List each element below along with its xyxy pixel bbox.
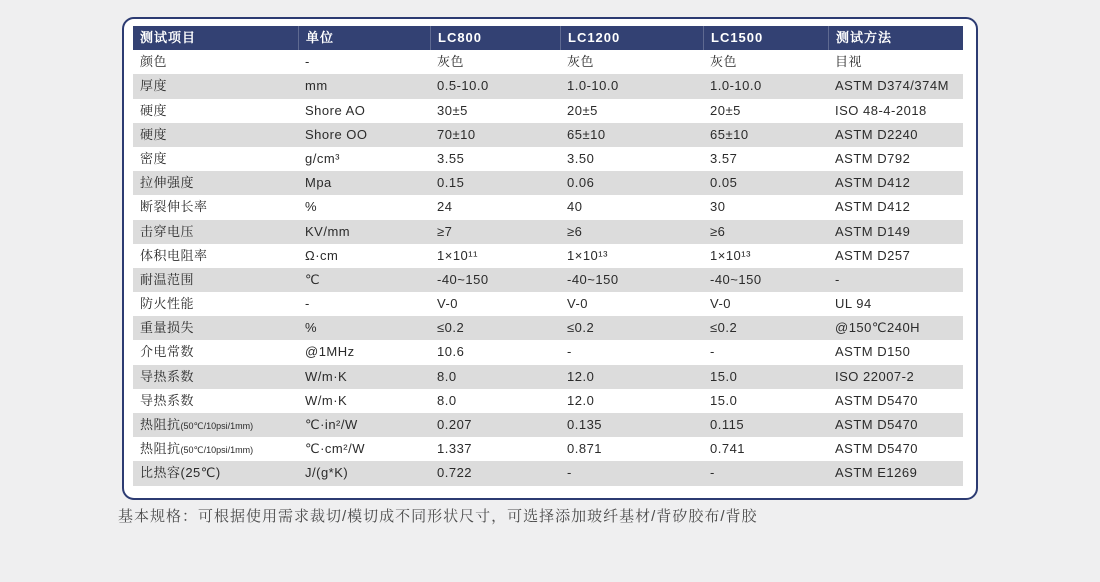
cell-item (133, 437, 298, 461)
cell-lc1500: 20±5 (710, 102, 741, 118)
cell-unit: % (305, 199, 318, 215)
table-row (133, 389, 963, 413)
cell-item: 硬度 (140, 102, 168, 118)
header-cell-lc800: LC800 (430, 26, 560, 50)
cell-method: ASTM D5470 (835, 417, 919, 432)
cell-method: @150℃240H (835, 320, 921, 336)
header-cell-method: 测试方法 (828, 26, 963, 50)
cell-item: 防火性能 (140, 296, 195, 312)
cell-lc1200: - (567, 344, 572, 360)
cell-item-label: 热阻抗 (140, 417, 181, 432)
table-row (133, 244, 963, 268)
cell-unit: Shore AO (305, 102, 366, 118)
cell-lc800: V-0 (437, 296, 459, 312)
cell-lc1500: 0.115 (710, 417, 745, 432)
cell-method: ASTM D149 (835, 223, 911, 239)
table-row (133, 413, 963, 437)
cell-lc1500: ≥6 (710, 223, 726, 239)
cell-method: ASTM D5470 (835, 441, 919, 457)
cell-method: ASTM D150 (835, 344, 911, 360)
table-row (133, 171, 963, 195)
cell-method: ASTM D792 (835, 150, 911, 166)
table-row (133, 437, 963, 461)
cell-lc800: 0.722 (437, 465, 473, 481)
cell-lc1200: ≥6 (567, 223, 583, 239)
cell-lc800: 0.207 (437, 417, 473, 432)
cell-method: 目视 (835, 54, 863, 70)
table-row (133, 74, 963, 98)
cell-lc800: ≤0.2 (437, 320, 465, 336)
cell-lc1200: V-0 (567, 296, 589, 312)
cell-lc1200: 12.0 (567, 392, 595, 408)
cell-lc800: 10.6 (437, 344, 465, 360)
cell-item: 导热系数 (140, 392, 195, 408)
cell-lc800: 0.15 (437, 175, 465, 191)
cell-item-note: (50℃/10psi/1mm) (180, 445, 254, 456)
cell-item: 体积电阻率 (140, 247, 208, 263)
table-row (133, 292, 963, 316)
cell-lc1200: -40~150 (567, 271, 619, 287)
cell-item: 重量损失 (140, 320, 195, 336)
cell-unit: ℃·in²/W (305, 417, 358, 432)
cell-method: ISO 48-4-2018 (835, 102, 927, 118)
cell-lc800: 0.5-10.0 (437, 78, 489, 94)
table-row (133, 99, 963, 123)
table-body (133, 50, 963, 485)
cell-item: 颜色 (140, 54, 168, 70)
cell-lc800: 70±10 (437, 126, 476, 142)
cell-item: 导热系数 (140, 368, 195, 384)
table-row (133, 147, 963, 171)
cell-lc1500: 15.0 (710, 368, 738, 384)
cell-lc1500: 1×10¹³ (710, 247, 751, 263)
cell-item (133, 413, 298, 437)
cell-lc1200: 0.135 (567, 417, 603, 432)
table-row (133, 365, 963, 389)
cell-item: 比热容(25℃) (140, 465, 221, 481)
cell-method: ASTM D412 (835, 175, 911, 191)
header-cell-item: 测试项目 (140, 30, 197, 45)
cell-unit: Shore OO (305, 126, 368, 142)
cell-lc1200: 1×10¹³ (567, 247, 608, 263)
table-row (133, 340, 963, 364)
cell-lc1500: 15.0 (710, 392, 738, 408)
cell-unit: J/(g*K) (305, 465, 349, 481)
cell-lc1500: V-0 (710, 296, 732, 312)
cell-lc1200: 0.871 (567, 441, 603, 457)
cell-unit: Ω·cm (305, 247, 339, 263)
spec-card (122, 17, 978, 500)
cell-lc800: 3.55 (437, 150, 465, 166)
basic-spec-note: 基本规格：可根据使用需求裁切/模切成不同形状尺寸，可选择添加玻纤基材/背矽胶布/背胶 (118, 508, 758, 525)
table-header-row (133, 26, 963, 50)
cell-method: ASTM D257 (835, 247, 911, 263)
cell-lc1500: - (710, 465, 715, 481)
cell-lc1500: 0.741 (710, 441, 746, 457)
cell-unit: ℃ (305, 271, 321, 287)
cell-unit: ℃·cm²/W (305, 441, 365, 457)
cell-lc1200: 65±10 (567, 126, 606, 142)
cell-lc800: ≥7 (437, 223, 453, 239)
cell-method: ASTM D412 (835, 199, 911, 215)
cell-lc1500: 0.05 (710, 175, 738, 191)
cell-lc1500: 65±10 (710, 126, 749, 142)
cell-lc1200: 12.0 (567, 368, 595, 384)
cell-lc800: 8.0 (437, 392, 457, 408)
cell-lc800: 8.0 (437, 368, 457, 384)
cell-unit: KV/mm (305, 223, 351, 239)
cell-lc1200: ≤0.2 (567, 320, 595, 336)
cell-lc1500: 灰色 (710, 54, 738, 70)
cell-unit: W/m·K (305, 368, 348, 384)
cell-item: 厚度 (140, 78, 168, 94)
cell-method: - (835, 271, 840, 287)
header-cell-unit: 单位 (298, 26, 430, 50)
cell-lc800: -40~150 (437, 271, 489, 287)
cell-lc800: 1.337 (437, 441, 473, 457)
cell-method: UL 94 (835, 296, 872, 312)
table-row (133, 268, 963, 292)
cell-unit: W/m·K (305, 392, 348, 408)
cell-lc1500: 30 (710, 199, 726, 215)
cell-lc1200: - (567, 465, 572, 481)
cell-item-note: (50℃/10psi/1mm) (180, 421, 254, 431)
cell-item: 拉伸强度 (140, 175, 195, 191)
cell-lc800: 灰色 (437, 54, 465, 70)
table-row (133, 461, 963, 485)
table-row (133, 220, 963, 244)
header-cell-lc1500: LC1500 (703, 26, 828, 50)
cell-lc1200: 20±5 (567, 102, 598, 118)
cell-item: 介电常数 (140, 344, 195, 360)
cell-item: 断裂伸长率 (140, 199, 208, 215)
cell-method: ASTM D5470 (835, 392, 919, 408)
cell-lc1200: 40 (567, 199, 583, 215)
cell-lc1500: -40~150 (710, 271, 762, 287)
table-row (133, 195, 963, 219)
cell-unit: @1MHz (305, 344, 355, 360)
cell-item-label: 热阻抗 (140, 441, 181, 457)
table-row (133, 50, 963, 74)
cell-item: 密度 (140, 150, 168, 166)
cell-method: ASTM E1269 (835, 465, 918, 481)
cell-lc1500: - (710, 344, 715, 360)
cell-item: 击穿电压 (140, 223, 195, 239)
cell-item: 硬度 (140, 126, 168, 142)
cell-lc800: 24 (437, 199, 453, 215)
cell-lc1200: 灰色 (567, 54, 595, 70)
cell-unit: mm (305, 78, 328, 94)
spec-table (133, 26, 963, 486)
cell-unit: - (305, 296, 310, 312)
cell-unit: Mpa (305, 175, 332, 191)
table-row (133, 123, 963, 147)
cell-item: 耐温范围 (140, 271, 195, 287)
cell-method: ASTM D2240 (835, 126, 919, 142)
cell-lc1500: 1.0-10.0 (710, 78, 762, 94)
cell-lc1500: ≤0.2 (710, 320, 738, 336)
cell-method: ASTM D374/374M (835, 78, 949, 94)
cell-lc1500: 3.57 (710, 150, 738, 166)
table-row (133, 316, 963, 340)
cell-unit: % (305, 320, 318, 336)
cell-method: ISO 22007-2 (835, 368, 915, 384)
cell-unit: - (305, 54, 310, 70)
cell-lc1200: 3.50 (567, 150, 595, 166)
cell-unit: g/cm³ (305, 150, 340, 166)
cell-lc1200: 0.06 (567, 175, 595, 191)
cell-lc1200: 1.0-10.0 (567, 78, 619, 94)
cell-lc800: 30±5 (437, 102, 468, 118)
cell-lc800: 1×10¹¹ (437, 247, 478, 263)
header-cell-lc1200: LC1200 (560, 26, 703, 50)
